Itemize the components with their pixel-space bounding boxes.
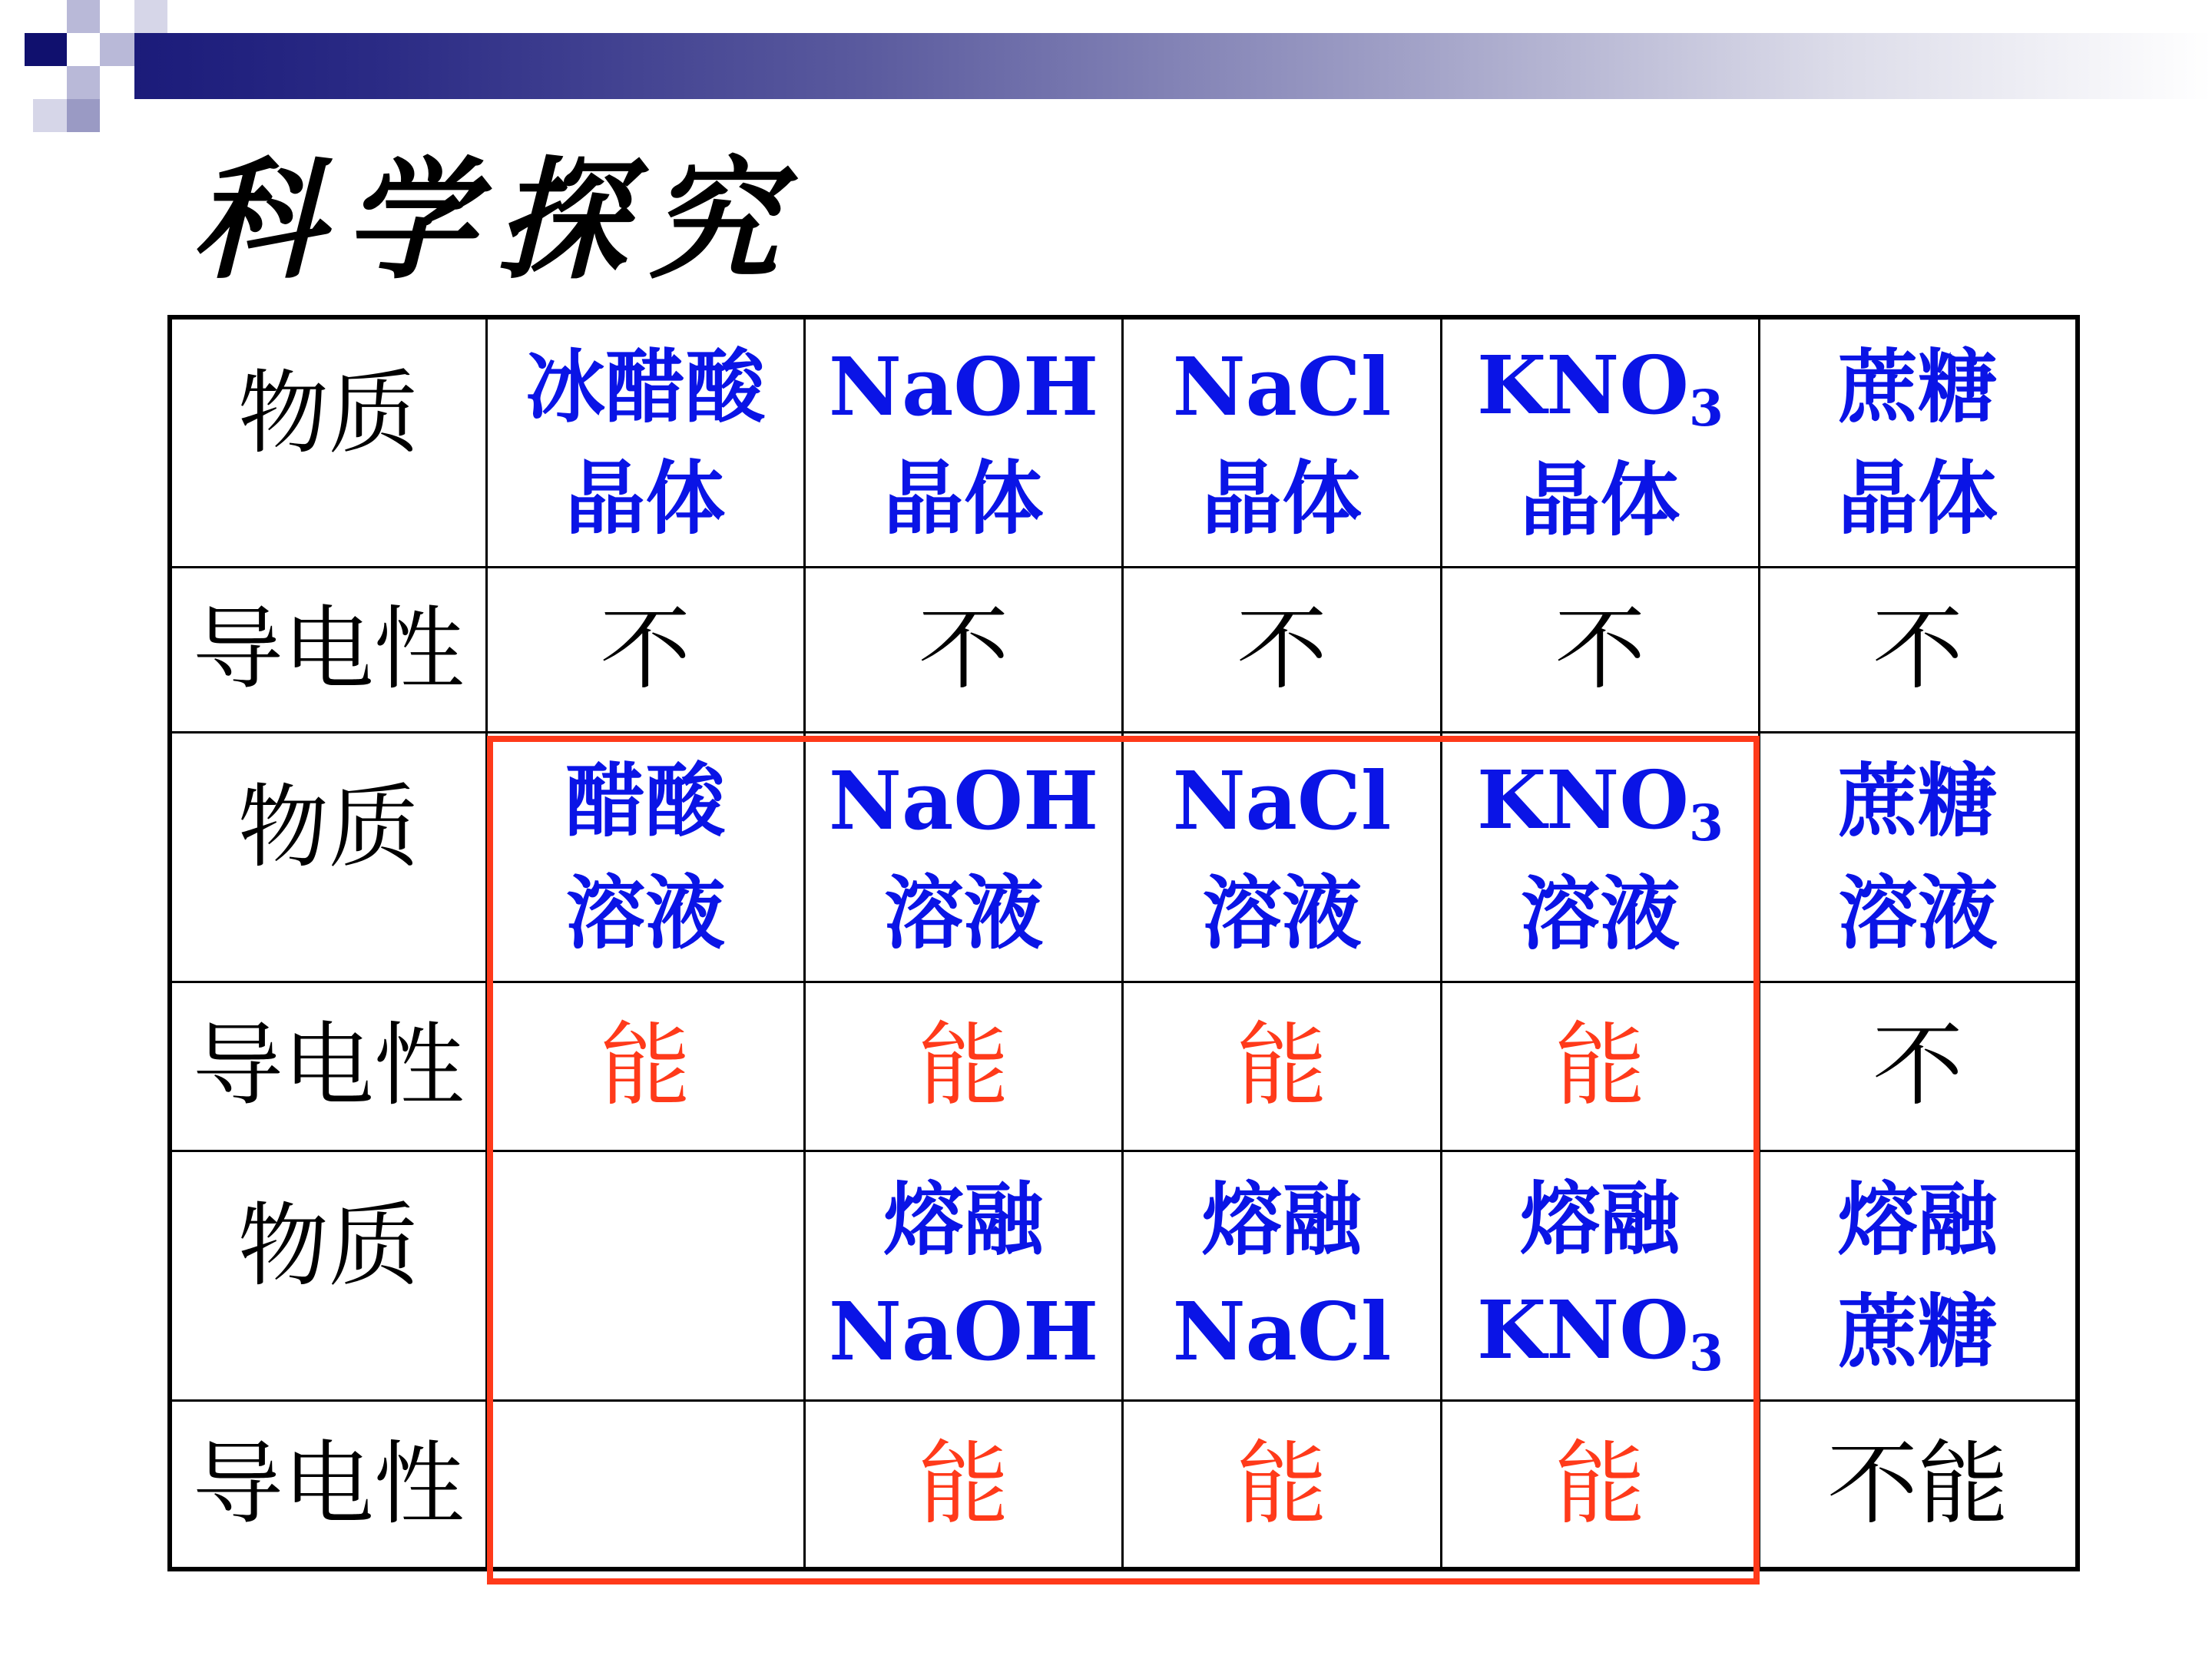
table-row: [170, 317, 2078, 567]
conductivity-cell: 能: [1123, 1400, 1441, 1569]
conductivity-cell: 能: [486, 982, 804, 1151]
header-square-6: [33, 99, 67, 132]
table-row: [170, 982, 2078, 1151]
cell-molten-sucrose: 熔融 蔗糖: [1760, 1151, 2078, 1400]
cell-kno3-solution: $KNO_3$ 溶液: [1441, 732, 1759, 982]
header-square-2: [67, 0, 100, 33]
cell-kno3-crystal: $KNO_3$ 晶体: [1441, 317, 1759, 567]
header-square-7: [67, 99, 100, 132]
slide-title: 科学探究: [192, 144, 801, 297]
cell-glacial-acetic-acid-crystal: 冰醋酸 晶体: [486, 317, 804, 567]
cell-nacl-crystal: NaCl 晶体: [1123, 317, 1441, 567]
header-gradient-band: [134, 33, 2212, 99]
cell-sucrose-solution: 蔗糖 溶液: [1760, 732, 2078, 982]
conductivity-cell: 能: [804, 1400, 1122, 1569]
conductivity-cell: 能: [1441, 982, 1759, 1151]
table-row: [170, 1400, 2078, 1569]
cell-molten-naoh: 熔融 NaOH: [804, 1151, 1122, 1400]
row-label: 导电性: [170, 1400, 486, 1569]
row-label: 物质: [170, 732, 486, 982]
cell-naoh-solution: NaOH 溶液: [804, 732, 1122, 982]
table-row: [170, 1151, 2078, 1400]
conductivity-cell: 能: [1123, 982, 1441, 1151]
table-row: [170, 732, 2078, 982]
header-square-5: [134, 0, 167, 33]
header-square-1: [25, 33, 67, 66]
row-label: 物质: [170, 1151, 486, 1400]
table-row: [170, 567, 2078, 732]
row-label: 导电性: [170, 982, 486, 1151]
header-square-3: [100, 33, 134, 66]
header-square-4: [67, 66, 100, 99]
conductivity-cell: 能: [804, 982, 1122, 1151]
cell-empty: [486, 1151, 804, 1400]
conductivity-cell: 不: [804, 567, 1122, 732]
conductivity-cell: 不: [486, 567, 804, 732]
comparison-table: [167, 315, 2080, 1571]
conductivity-cell: 不: [1760, 567, 2078, 732]
conductivity-cell: 不: [1123, 567, 1441, 732]
conductivity-cell: 不: [1760, 982, 2078, 1151]
conductivity-cell: 不能: [1760, 1400, 2078, 1569]
cell-molten-nacl: 熔融 NaCl: [1123, 1151, 1441, 1400]
cell-acetic-acid-solution: 醋酸 溶液: [486, 732, 804, 982]
cell-molten-kno3: 熔融 $KNO_3$: [1441, 1151, 1759, 1400]
row-label: 物质: [170, 317, 486, 567]
conductivity-cell: 不: [1441, 567, 1759, 732]
row-label: 导电性: [170, 567, 486, 732]
conductivity-cell: 能: [1441, 1400, 1759, 1569]
cell-naoh-crystal: NaOH 晶体: [804, 317, 1122, 567]
cell-nacl-solution: NaCl 溶液: [1123, 732, 1441, 982]
conductivity-cell: [486, 1400, 804, 1569]
cell-sucrose-crystal: 蔗糖 晶体: [1760, 317, 2078, 567]
